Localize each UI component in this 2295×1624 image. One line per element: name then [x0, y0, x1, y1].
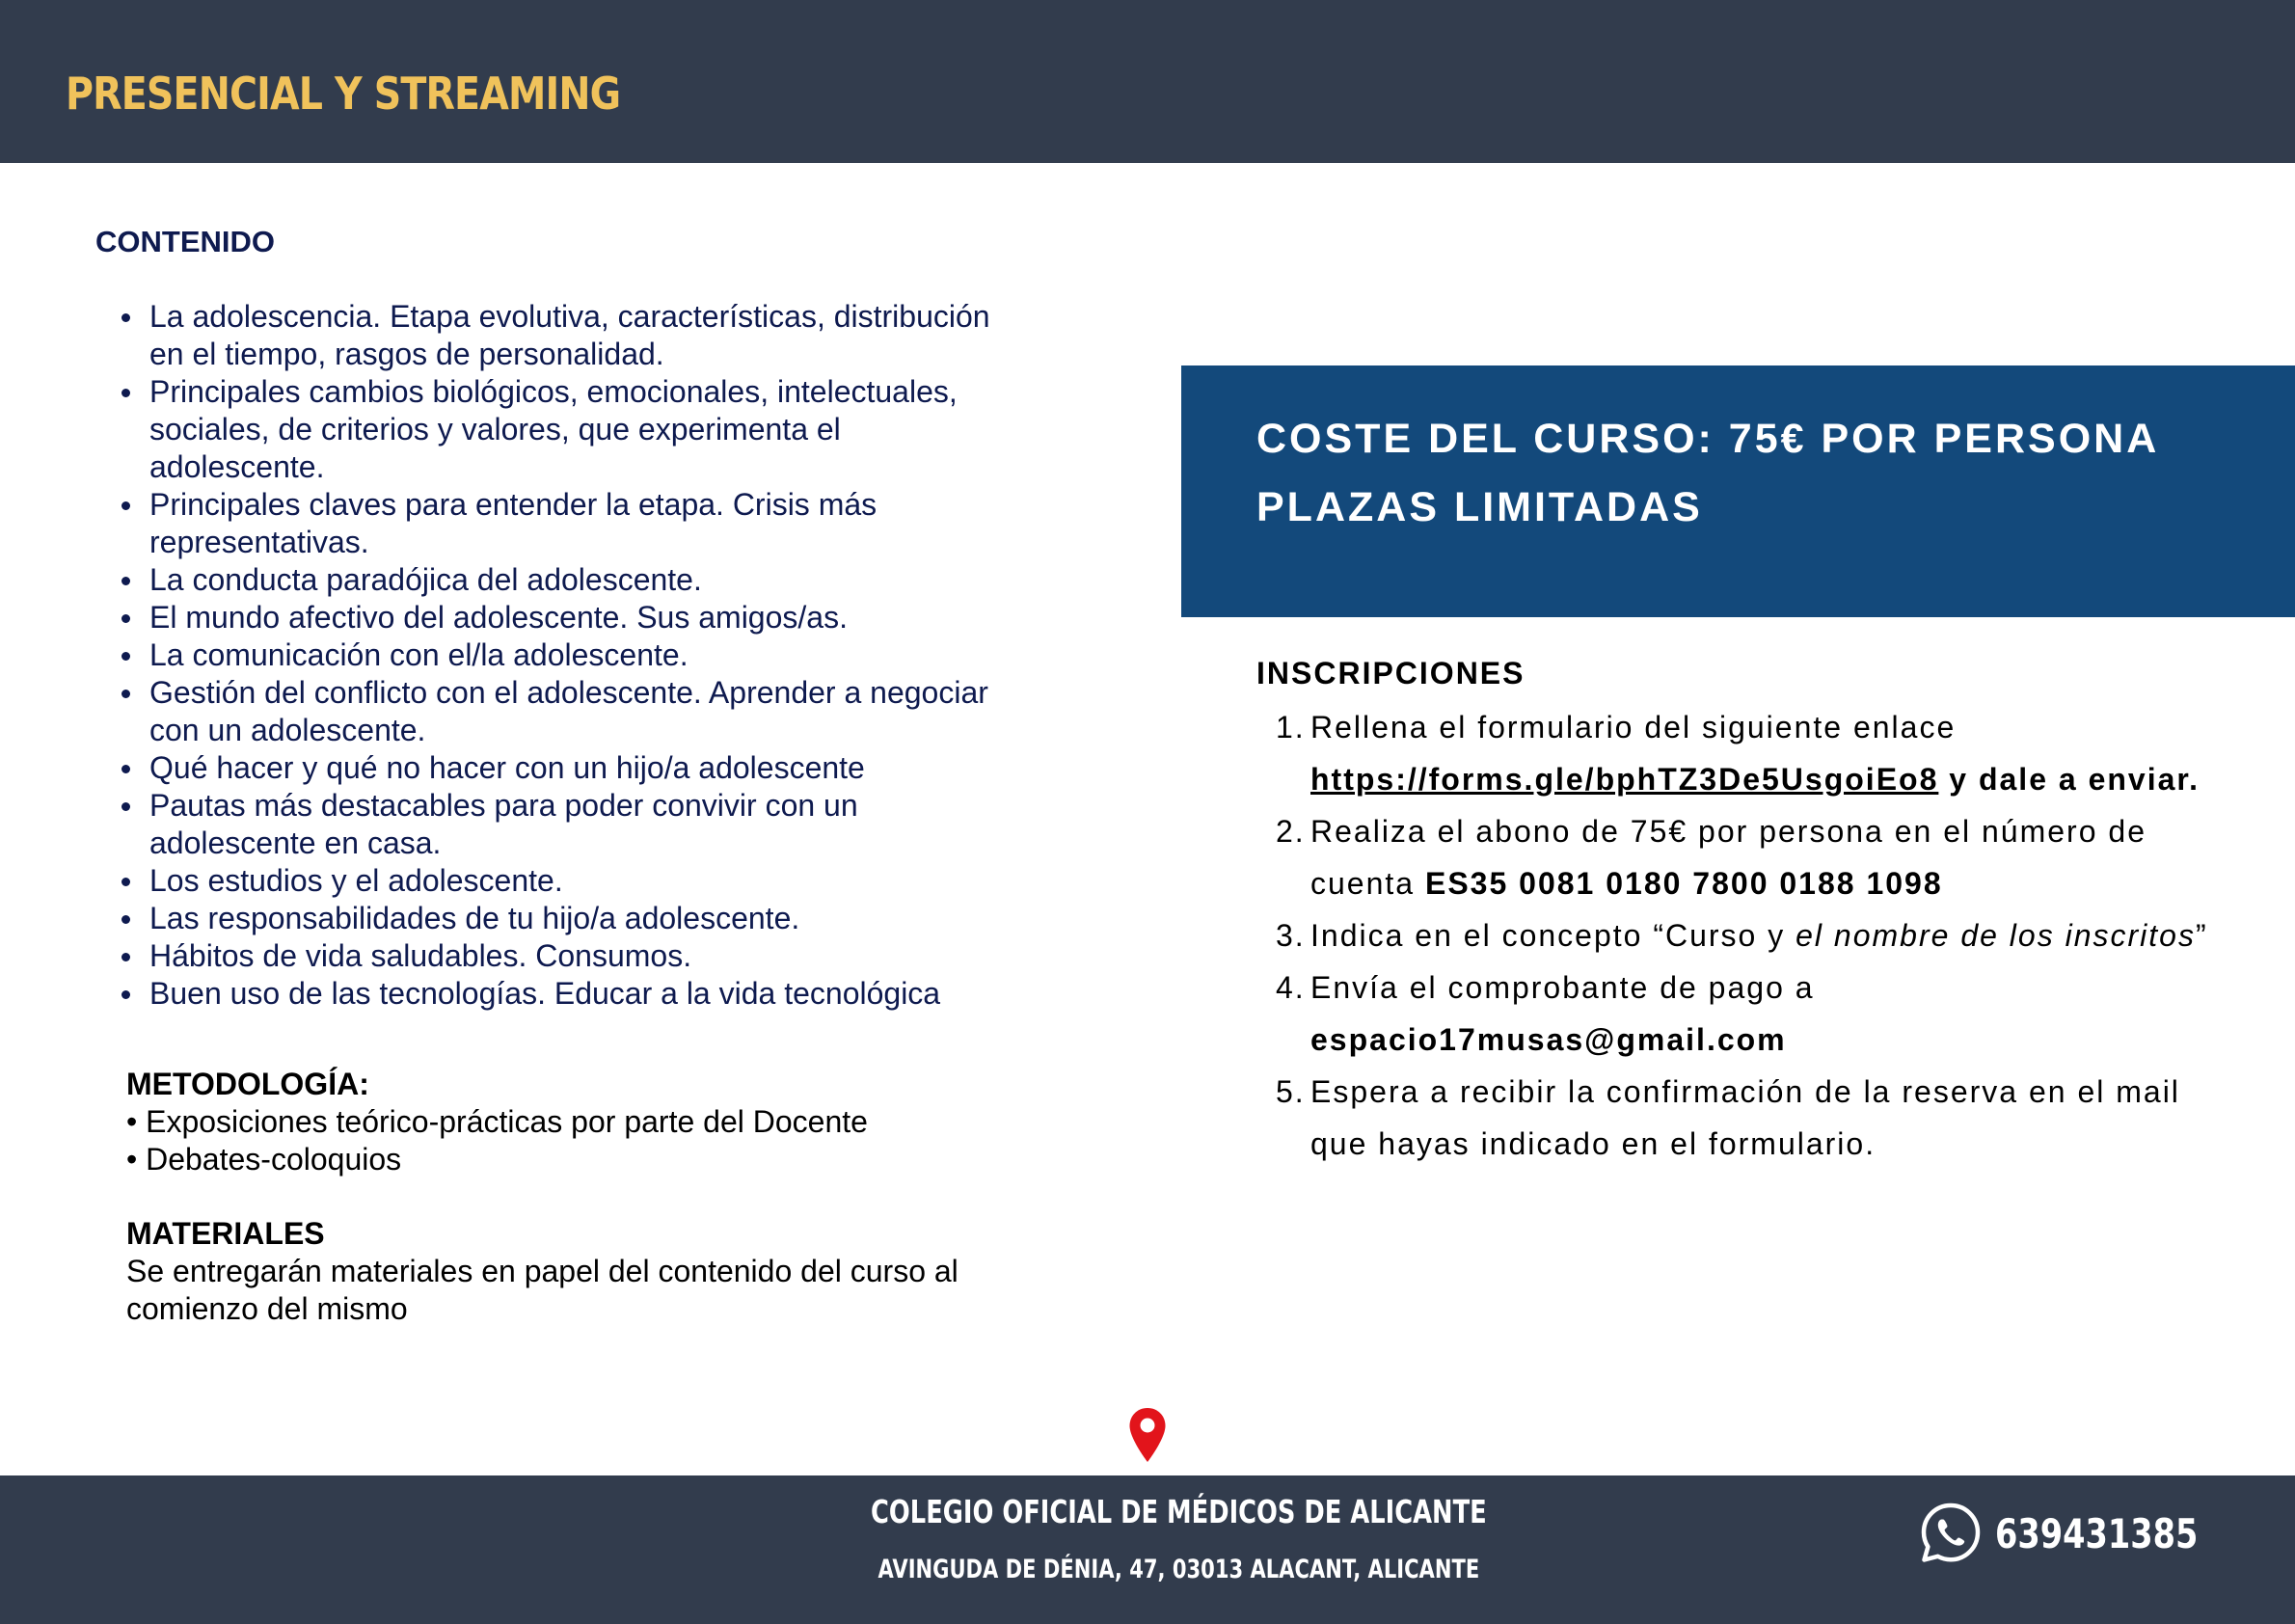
list-item: El mundo afectivo del adolescente. Sus amigos/as.: [149, 599, 1017, 636]
cost-limited-seats: PLAZAS LIMITADAS: [1256, 484, 1703, 530]
footer-bar: [0, 1475, 2295, 1624]
organization-name: COLEGIO OFICIAL DE MÉDICOS DE ALICANTE: [871, 1493, 1487, 1530]
phone-number[interactable]: 639431385: [1995, 1510, 2199, 1557]
step-item: [1276, 701, 2236, 805]
location-pin-icon: [1128, 1407, 1167, 1463]
contenido-heading: CONTENIDO: [95, 225, 275, 258]
step-text: Envía el comprobante de pago a: [1310, 970, 1815, 1005]
metodologia-heading: METODOLOGÍA:: [126, 1067, 369, 1101]
list-item: Principales claves para entender la etapa. Crisis más representativas.: [149, 486, 1017, 561]
materiales-heading: MATERIALES: [126, 1216, 325, 1251]
organization-address: AVINGUDA DE DÉNIA, 47, 03013 ALACANT, ALICANTE: [878, 1555, 1480, 1584]
list-item: La conducta paradójica del adolescente.: [149, 561, 1017, 599]
whatsapp-icon: [1919, 1502, 1983, 1565]
metodologia-item: • Debates-coloquios: [126, 1142, 402, 1177]
contenido-list: [149, 298, 1017, 1013]
step-text: Realiza el abono de 75€ por persona en el número de cuenta: [1310, 814, 2146, 901]
list-item: Principales cambios biológicos, emocionales, intelectuales, sociales, de criterios y valores, que experimenta el adolescente.: [149, 373, 1017, 486]
step-item: [1276, 909, 2236, 961]
step-number: 4.: [1276, 970, 1306, 1005]
step-number: 1.: [1276, 710, 1306, 744]
materiales-text: Se entregarán materiales en papel del contenido del curso al comienzo del mismo: [126, 1254, 958, 1326]
list-item: Qué hacer y qué no hacer con un hijo/a adolescente: [149, 749, 1017, 787]
step-text: Rellena el formulario del siguiente enlace: [1310, 710, 1957, 744]
step-text: Indica en el concepto “Curso y: [1310, 918, 1796, 953]
step-number: 5.: [1276, 1074, 1306, 1109]
step-number: 3.: [1276, 918, 1306, 953]
metodologia-item: • Exposiciones teórico-prácticas por parte del Docente: [126, 1104, 868, 1139]
materiales-section: [126, 1215, 1042, 1328]
step-text-bold: y dale a enviar.: [1938, 762, 2200, 797]
inscripciones-heading: INSCRIPCIONES: [1256, 656, 1526, 690]
list-item: Las responsabilidades de tu hijo/a adolescente.: [149, 900, 1017, 937]
step-item: [1276, 805, 2236, 909]
step-text-end: ”: [2195, 918, 2208, 953]
page-title: PRESENCIAL Y STREAMING: [66, 68, 621, 120]
list-item: Hábitos de vida saludables. Consumos.: [149, 937, 1017, 975]
bank-account: ES35 0081 0180 7800 0188 1098: [1424, 866, 1943, 901]
step-item: [1276, 961, 2236, 1066]
list-item: Buen uso de las tecnologías. Educar a la vida tecnológica: [149, 975, 1017, 1013]
step-text-italic: el nombre de los inscritos: [1796, 918, 2196, 953]
contact-email[interactable]: espacio17musas@gmail.com: [1310, 1022, 1787, 1057]
list-item: La comunicación con el/la adolescente.: [149, 636, 1017, 674]
list-item: Pautas más destacables para poder convivir con un adolescente en casa.: [149, 787, 1017, 862]
list-item: La adolescencia. Etapa evolutiva, características, distribución en el tiempo, rasgos de personalidad.: [149, 298, 1017, 373]
form-link[interactable]: https://forms.gle/bphTZ3De5UsgoiEo8: [1310, 762, 1939, 797]
step-text: Espera a recibir la confirmación de la reserva en el mail que hayas indicado en el formulario.: [1310, 1074, 2180, 1161]
step-number: 2.: [1276, 814, 1306, 849]
list-item: Gestión del conflicto con el adolescente. Aprender a negociar con un adolescente.: [149, 674, 1017, 749]
metodologia-section: [126, 1066, 1042, 1178]
cost-price: COSTE DEL CURSO: 75€ POR PERSONA: [1256, 416, 2160, 462]
cost-banner: [1181, 365, 2295, 617]
list-item: Los estudios y el adolescente.: [149, 862, 1017, 900]
step-item: [1276, 1066, 2236, 1170]
header-bar: [0, 0, 2295, 163]
inscripciones-steps: [1276, 701, 2236, 1170]
